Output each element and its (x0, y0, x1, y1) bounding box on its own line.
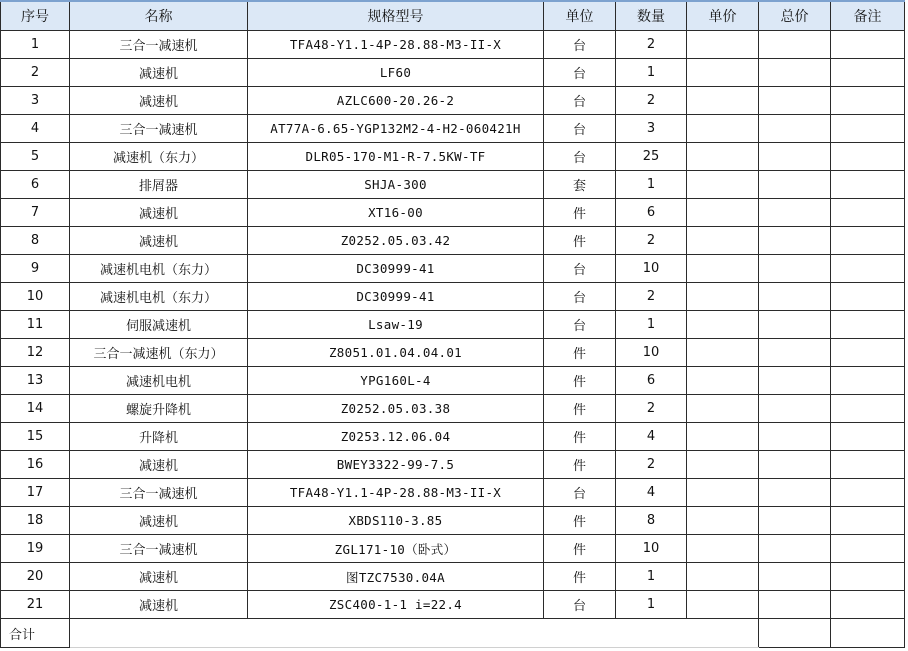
row-total-price-cell[interactable] (759, 479, 831, 507)
row-unit-cell[interactable]: 台 (544, 283, 616, 311)
row-index-cell[interactable]: 8 (1, 227, 70, 255)
row-total-price-cell[interactable] (759, 59, 831, 87)
row-note-cell[interactable] (831, 283, 905, 311)
table-row (1, 563, 905, 591)
row-unit-cell[interactable]: 件 (544, 199, 616, 227)
header-note[interactable]: 备注 (831, 1, 905, 31)
row-index-cell[interactable]: 5 (1, 143, 70, 171)
row-spec-cell[interactable]: SHJA-300 (248, 171, 544, 199)
row-qty-cell[interactable]: 2 (616, 451, 687, 479)
table-row (1, 87, 905, 115)
row-note-cell[interactable] (831, 535, 905, 563)
table-row (1, 395, 905, 423)
row-index-cell[interactable]: 6 (1, 171, 70, 199)
row-unit-cell[interactable]: 台 (544, 591, 616, 619)
row-name-cell[interactable]: 三合一减速机 (70, 115, 248, 143)
row-unit-cell[interactable]: 台 (544, 87, 616, 115)
header-unit[interactable]: 单位 (544, 1, 616, 31)
row-index-cell[interactable]: 11 (1, 311, 70, 339)
row-name-cell[interactable]: 三合一减速机（东力） (70, 339, 248, 367)
row-note-cell[interactable] (831, 507, 905, 535)
row-total-price-cell[interactable] (759, 31, 831, 59)
row-name-cell[interactable]: 减速机 (70, 507, 248, 535)
row-note-cell[interactable] (831, 367, 905, 395)
table-body (1, 31, 905, 619)
row-total-price-cell[interactable] (759, 395, 831, 423)
row-index-cell[interactable]: 20 (1, 563, 70, 591)
row-unit-cell[interactable]: 台 (544, 115, 616, 143)
row-name-cell[interactable]: 三合一减速机 (70, 31, 248, 59)
row-spec-cell[interactable]: LF60 (248, 59, 544, 87)
row-spec-cell[interactable]: Z0252.05.03.38 (248, 395, 544, 423)
row-total-price-cell[interactable] (759, 451, 831, 479)
row-unit-price-cell[interactable] (687, 227, 759, 255)
total-label[interactable]: 合计 (1, 619, 70, 648)
row-unit-cell[interactable]: 台 (544, 59, 616, 87)
row-unit-cell[interactable]: 件 (544, 535, 616, 563)
row-spec-cell[interactable]: DC30999-41 (248, 283, 544, 311)
table-row (1, 591, 905, 619)
row-unit-price-cell[interactable] (687, 171, 759, 199)
row-unit-cell[interactable]: 件 (544, 563, 616, 591)
row-unit-cell[interactable]: 套 (544, 171, 616, 199)
total-price-cell[interactable] (759, 619, 831, 648)
row-unit-price-cell[interactable] (687, 143, 759, 171)
row-unit-price-cell[interactable] (687, 423, 759, 451)
row-name-cell[interactable]: 伺服减速机 (70, 311, 248, 339)
table-row (1, 339, 905, 367)
row-qty-cell[interactable]: 2 (616, 283, 687, 311)
row-qty-cell[interactable]: 4 (616, 423, 687, 451)
row-note-cell[interactable] (831, 563, 905, 591)
row-total-price-cell[interactable] (759, 563, 831, 591)
row-unit-price-cell[interactable] (687, 367, 759, 395)
row-index-cell[interactable]: 7 (1, 199, 70, 227)
row-unit-cell[interactable]: 件 (544, 367, 616, 395)
row-unit-cell[interactable]: 台 (544, 143, 616, 171)
row-spec-cell[interactable]: TFA48-Y1.1-4P-28.88-M3-II-X (248, 479, 544, 507)
row-index-cell[interactable]: 9 (1, 255, 70, 283)
row-unit-price-cell[interactable] (687, 31, 759, 59)
row-unit-cell[interactable]: 件 (544, 395, 616, 423)
row-name-cell[interactable]: 减速机（东力） (70, 143, 248, 171)
row-name-cell[interactable]: 减速机 (70, 591, 248, 619)
row-index-cell[interactable]: 3 (1, 87, 70, 115)
row-unit-price-cell[interactable] (687, 507, 759, 535)
row-name-cell[interactable]: 减速机电机（东力） (70, 255, 248, 283)
row-unit-price-cell[interactable] (687, 87, 759, 115)
row-index-cell[interactable]: 16 (1, 451, 70, 479)
row-spec-cell[interactable]: YPG160L-4 (248, 367, 544, 395)
row-name-cell[interactable]: 三合一减速机 (70, 479, 248, 507)
header-qty[interactable]: 数量 (616, 1, 687, 31)
row-note-cell[interactable] (831, 311, 905, 339)
total-note-cell[interactable] (831, 619, 905, 648)
row-note-cell[interactable] (831, 339, 905, 367)
row-qty-cell[interactable]: 1 (616, 171, 687, 199)
row-name-cell[interactable]: 减速机 (70, 227, 248, 255)
row-name-cell[interactable]: 减速机电机（东力） (70, 283, 248, 311)
row-index-cell[interactable]: 21 (1, 591, 70, 619)
row-note-cell[interactable] (831, 31, 905, 59)
row-spec-cell[interactable]: Lsaw-19 (248, 311, 544, 339)
row-note-cell[interactable] (831, 171, 905, 199)
row-total-price-cell[interactable] (759, 255, 831, 283)
row-qty-cell[interactable]: 1 (616, 311, 687, 339)
row-index-cell[interactable]: 19 (1, 535, 70, 563)
row-unit-cell[interactable]: 台 (544, 255, 616, 283)
table-footer (1, 619, 905, 648)
row-note-cell[interactable] (831, 591, 905, 619)
row-qty-cell[interactable]: 3 (616, 115, 687, 143)
row-unit-cell[interactable]: 件 (544, 507, 616, 535)
row-note-cell[interactable] (831, 87, 905, 115)
row-unit-price-cell[interactable] (687, 395, 759, 423)
header-index[interactable]: 序号 (1, 1, 70, 31)
row-total-price-cell[interactable] (759, 339, 831, 367)
row-total-price-cell[interactable] (759, 171, 831, 199)
row-qty-cell[interactable]: 8 (616, 507, 687, 535)
row-note-cell[interactable] (831, 59, 905, 87)
row-name-cell[interactable]: 减速机 (70, 87, 248, 115)
row-note-cell[interactable] (831, 479, 905, 507)
row-index-cell[interactable]: 17 (1, 479, 70, 507)
row-index-cell[interactable]: 18 (1, 507, 70, 535)
header-row (1, 1, 905, 31)
table-row (1, 171, 905, 199)
table-row (1, 367, 905, 395)
row-spec-cell[interactable]: XT16-00 (248, 199, 544, 227)
row-name-cell[interactable]: 排屑器 (70, 171, 248, 199)
row-index-cell[interactable]: 12 (1, 339, 70, 367)
row-name-cell[interactable]: 减速机 (70, 59, 248, 87)
row-qty-cell[interactable]: 2 (616, 31, 687, 59)
row-spec-cell[interactable]: BWEY3322-99-7.5 (248, 451, 544, 479)
table-row (1, 115, 905, 143)
row-spec-cell[interactable]: TFA48-Y1.1-4P-28.88-M3-II-X (248, 31, 544, 59)
row-total-price-cell[interactable] (759, 507, 831, 535)
row-index-cell[interactable]: 13 (1, 367, 70, 395)
table-row (1, 31, 905, 59)
row-name-cell[interactable]: 螺旋升降机 (70, 395, 248, 423)
row-qty-cell[interactable]: 6 (616, 199, 687, 227)
row-unit-cell[interactable]: 台 (544, 31, 616, 59)
row-total-price-cell[interactable] (759, 311, 831, 339)
row-spec-cell[interactable]: Z0252.05.03.42 (248, 227, 544, 255)
row-unit-price-cell[interactable] (687, 311, 759, 339)
row-unit-price-cell[interactable] (687, 59, 759, 87)
row-note-cell[interactable] (831, 143, 905, 171)
row-index-cell[interactable]: 1 (1, 31, 70, 59)
table-row (1, 143, 905, 171)
row-total-price-cell[interactable] (759, 367, 831, 395)
row-unit-price-cell[interactable] (687, 283, 759, 311)
row-unit-cell[interactable]: 台 (544, 311, 616, 339)
row-qty-cell[interactable]: 2 (616, 395, 687, 423)
header-name[interactable]: 名称 (70, 1, 248, 31)
row-total-price-cell[interactable] (759, 143, 831, 171)
row-spec-cell[interactable]: ZGL171-10（卧式） (248, 535, 544, 563)
row-unit-price-cell[interactable] (687, 563, 759, 591)
row-qty-cell[interactable]: 6 (616, 367, 687, 395)
row-spec-cell[interactable]: DC30999-41 (248, 255, 544, 283)
table-row (1, 311, 905, 339)
row-total-price-cell[interactable] (759, 199, 831, 227)
table-row (1, 479, 905, 507)
row-total-price-cell[interactable] (759, 227, 831, 255)
table-row (1, 199, 905, 227)
row-note-cell[interactable] (831, 199, 905, 227)
row-name-cell[interactable]: 三合一减速机 (70, 535, 248, 563)
row-unit-price-cell[interactable] (687, 535, 759, 563)
row-spec-cell[interactable]: 图TZC7530.04A (248, 563, 544, 591)
row-unit-price-cell[interactable] (687, 339, 759, 367)
row-unit-price-cell[interactable] (687, 255, 759, 283)
row-spec-cell[interactable]: XBDS110-3.85 (248, 507, 544, 535)
row-index-cell[interactable]: 2 (1, 59, 70, 87)
row-unit-cell[interactable]: 件 (544, 339, 616, 367)
row-note-cell[interactable] (831, 255, 905, 283)
row-qty-cell[interactable]: 1 (616, 591, 687, 619)
row-index-cell[interactable]: 14 (1, 395, 70, 423)
row-unit-cell[interactable]: 件 (544, 423, 616, 451)
row-spec-cell[interactable]: AT77A-6.65-YGP132M2-4-H2-060421H (248, 115, 544, 143)
row-name-cell[interactable]: 升降机 (70, 423, 248, 451)
row-name-cell[interactable]: 减速机 (70, 199, 248, 227)
table-row (1, 423, 905, 451)
row-qty-cell[interactable]: 2 (616, 87, 687, 115)
row-unit-cell[interactable]: 台 (544, 479, 616, 507)
row-qty-cell[interactable]: 10 (616, 535, 687, 563)
row-spec-cell[interactable]: Z0253.12.06.04 (248, 423, 544, 451)
table-row (1, 535, 905, 563)
row-unit-price-cell[interactable] (687, 479, 759, 507)
row-qty-cell[interactable]: 2 (616, 227, 687, 255)
row-unit-price-cell[interactable] (687, 591, 759, 619)
row-spec-cell[interactable]: ZSC400-1-1 i=22.4 (248, 591, 544, 619)
row-spec-cell[interactable]: Z8051.01.04.04.01 (248, 339, 544, 367)
row-total-price-cell[interactable] (759, 115, 831, 143)
row-spec-cell[interactable]: DLR05-170-M1-R-7.5KW-TF (248, 143, 544, 171)
row-index-cell[interactable]: 15 (1, 423, 70, 451)
row-qty-cell[interactable]: 25 (616, 143, 687, 171)
row-index-cell[interactable]: 10 (1, 283, 70, 311)
row-note-cell[interactable] (831, 423, 905, 451)
total-row (1, 619, 905, 648)
row-unit-price-cell[interactable] (687, 115, 759, 143)
row-qty-cell[interactable]: 1 (616, 563, 687, 591)
row-index-cell[interactable]: 4 (1, 115, 70, 143)
total-merged-cell[interactable] (70, 619, 759, 648)
table-header (1, 1, 905, 31)
row-total-price-cell[interactable] (759, 87, 831, 115)
table-row (1, 227, 905, 255)
row-unit-price-cell[interactable] (687, 451, 759, 479)
row-note-cell[interactable] (831, 115, 905, 143)
header-total-price[interactable]: 总价 (759, 1, 831, 31)
row-name-cell[interactable]: 减速机 (70, 451, 248, 479)
row-name-cell[interactable]: 减速机电机 (70, 367, 248, 395)
row-unit-cell[interactable]: 件 (544, 451, 616, 479)
row-name-cell[interactable]: 减速机 (70, 563, 248, 591)
row-unit-cell[interactable]: 件 (544, 227, 616, 255)
row-total-price-cell[interactable] (759, 591, 831, 619)
row-spec-cell[interactable]: AZLC600-20.26-2 (248, 87, 544, 115)
row-total-price-cell[interactable] (759, 283, 831, 311)
row-total-price-cell[interactable] (759, 423, 831, 451)
row-qty-cell[interactable]: 1 (616, 59, 687, 87)
table-row (1, 507, 905, 535)
header-spec[interactable]: 规格型号 (248, 1, 544, 31)
row-note-cell[interactable] (831, 227, 905, 255)
table-row (1, 59, 905, 87)
table-row (1, 283, 905, 311)
table-row (1, 451, 905, 479)
row-note-cell[interactable] (831, 451, 905, 479)
header-unit-price[interactable]: 单价 (687, 1, 759, 31)
row-qty-cell[interactable]: 10 (616, 255, 687, 283)
row-note-cell[interactable] (831, 395, 905, 423)
table-row (1, 255, 905, 283)
row-total-price-cell[interactable] (759, 535, 831, 563)
row-qty-cell[interactable]: 10 (616, 339, 687, 367)
row-unit-price-cell[interactable] (687, 199, 759, 227)
row-qty-cell[interactable]: 4 (616, 479, 687, 507)
